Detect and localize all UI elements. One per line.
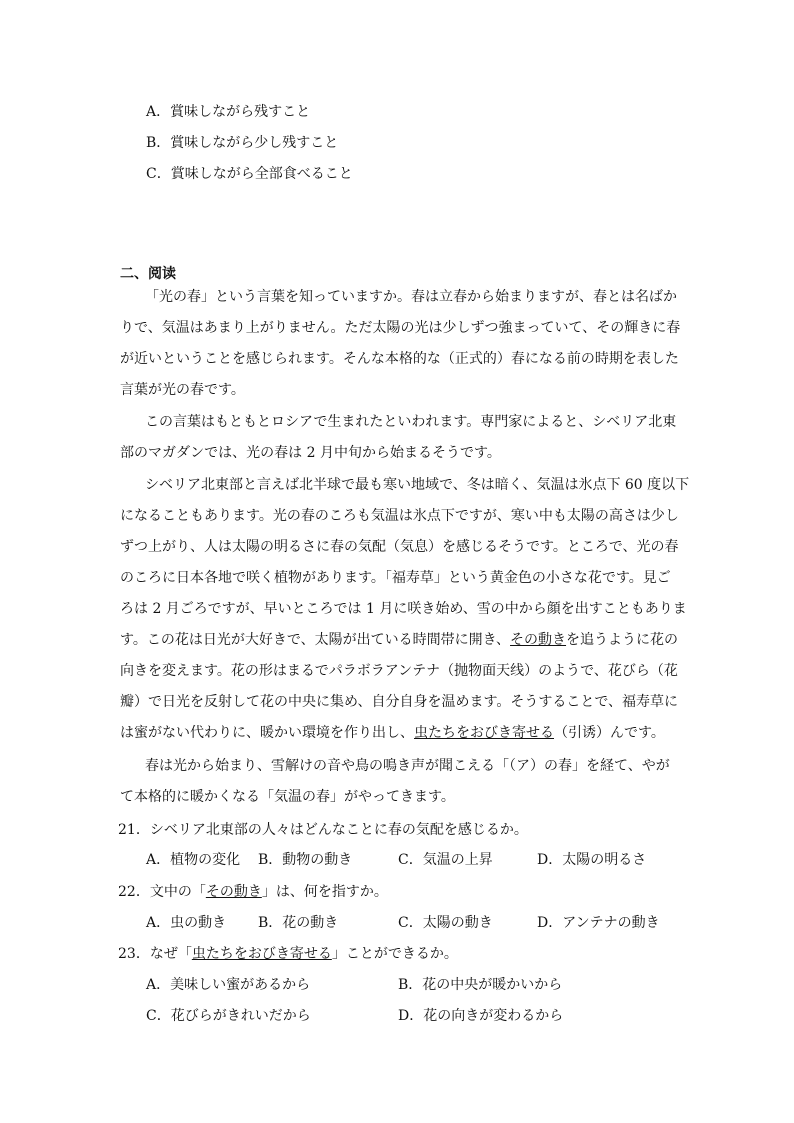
q21-option-a: A．植物の変化 [146, 852, 241, 868]
passage-p3-line4: のころに日本各地で咲く植物があります。「福寿草」という黄金色の小さな花です。見ご [120, 570, 671, 586]
question-21-stem: 21．シベリア北東部の人々はどんなことに春の気配を感じるか。 [118, 822, 528, 838]
section-title: 二、阅读 [120, 266, 176, 282]
underlined-mushi-obiki: 虫たちをおびき寄せる [414, 725, 554, 741]
q23-option-b: B．花の中央が暖かいから [398, 977, 563, 993]
passage-p3-line6-pre: す。この花は日光が大好きで、太陽が出ている時間帯に開き、 [120, 632, 511, 648]
q23-stem-underlined: 虫たちをおびき寄せる [191, 946, 332, 962]
q23-stem-post: 」ことができるか。 [331, 946, 458, 962]
q22-option-a: A．虫の動き [146, 915, 227, 931]
passage-p2-line1: この言葉はもともとロシアで生まれたといわれます。専門家によると、シベリア北東 [145, 414, 677, 430]
passage-p3-line7: 向きを変えます。花の形はまるでパラボラアンテナ（抛物面天线）のようで、花びら（花 [120, 663, 678, 679]
passage-p4-line2: て本格的に暖かくなる「気温の春」がやってきます。 [120, 789, 455, 805]
passage-p1-line4: 言葉が光の春です。 [120, 382, 245, 398]
question-23-stem [118, 944, 458, 964]
q23-stem-pre: 23．なぜ「 [118, 946, 192, 962]
passage-p3-line2: になることもあります。光の春のころも気温は氷点下ですが、寒い中も太陽の高さは少し [120, 508, 679, 524]
q23-option-d: D．花の向きが変わるから [398, 1008, 564, 1024]
passage-p3-line1: シベリア北東部と言えば北半球で最も寒い地域で、冬は暗く、気温は氷点下 60 度以下 [145, 477, 690, 493]
q22-stem-pre: 22．文中の「 [118, 884, 206, 900]
underlined-sono-ugoki: その動き [510, 632, 567, 648]
q21-option-c: C．気温の上昇 [398, 852, 493, 868]
passage-p1-line1: 「光の春」という言葉を知っていますか。春は立春から始まりますが、春とは名ばか [145, 289, 677, 305]
q22-option-b: B．花の動き [258, 915, 339, 931]
q23-option-a: A．美味しい蜜があるから [146, 977, 311, 993]
q23-option-c: C．花びらがきれいだから [146, 1008, 311, 1024]
top-option-a: A．賞味しながら残すこと [146, 104, 311, 120]
q22-stem-post: 」は、何を指すか。 [261, 884, 388, 900]
passage-p3-line8: 瓣）で日光を反射して花の中央に集め、自分自身を温めます。そうすることで、福寿草に [120, 694, 679, 710]
q22-stem-underlined: その動き [205, 884, 262, 900]
passage-p1-line2: りで、気温はあまり上がりません。ただ太陽の光は少しずつ強まっていて、その輝きに春 [120, 320, 681, 336]
passage-p3-line6-post: を追うように花の [566, 632, 679, 648]
passage-p3-line3: ずつ上がり、人は太陽の明るさに春の気配（気息）を感じるそうです。ところで、光の春 [120, 539, 679, 555]
question-22-stem [118, 882, 388, 902]
passage-p3-line5: ろは 2 月ごろですが、早いところでは 1 月に咲き始め、雪の中から顔を出すこともありま [120, 601, 687, 617]
passage-p3-line9-pre: は蜜がない代わりに、暖かい環境を作り出し、 [120, 725, 414, 741]
passage-p3-line9-post: （引诱）んです。 [554, 725, 665, 741]
q22-option-d: D．アンテナの動き [537, 915, 660, 931]
q22-option-c: C．太陽の動き [398, 915, 493, 931]
passage-p4-line1: 春は光から始まり、雪解けの音や鳥の鳴き声が聞こえる「（ア）の春」を経て、やが [145, 758, 670, 774]
top-option-c: C．賞味しながら全部食べること [146, 166, 353, 182]
passage-p1-line3: が近いということを感じられます。そんな本格的な（正式的）春になる前の時期を表した [120, 351, 679, 367]
passage-p2-line2: 部のマガダンでは、光の春は 2 月中旬から始まるそうです。 [120, 445, 501, 461]
q21-option-b: B．動物の動き [258, 852, 353, 868]
q21-option-d: D．太陽の明るさ [537, 852, 647, 868]
top-option-b: B．賞味しながら少し残すこと [146, 135, 339, 151]
passage-p3-line6 [120, 625, 680, 656]
passage-p3-line9 [120, 718, 680, 749]
